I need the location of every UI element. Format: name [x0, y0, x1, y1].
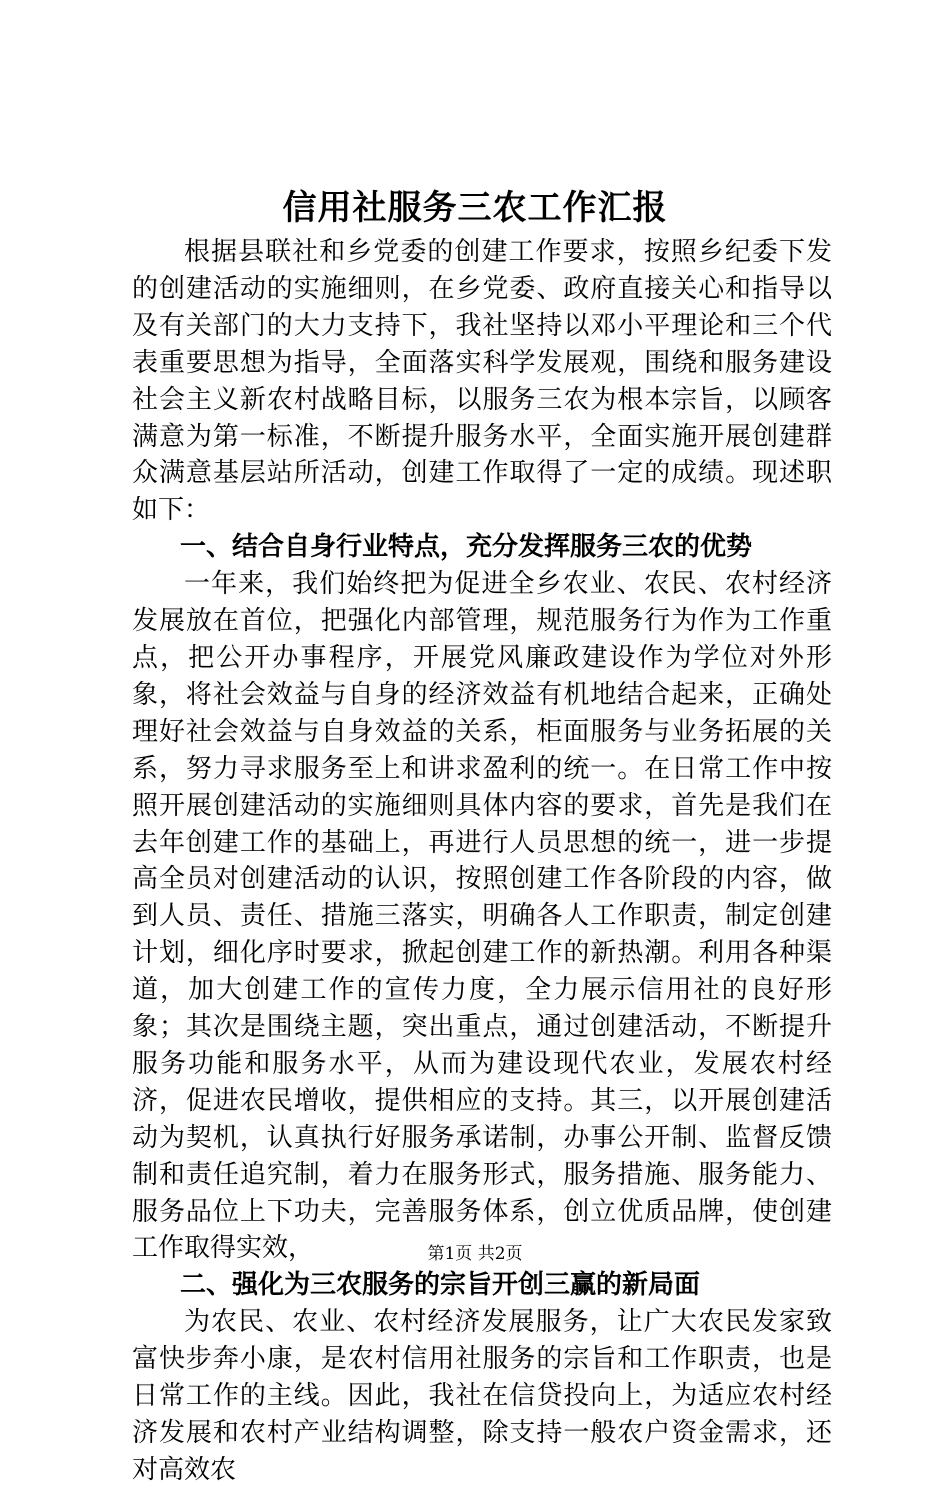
- section-2-paragraph: 为农民、农业、农村经济发展服务，让广大农民发家致富快步奔小康，是农村信用社服务的宗旨和工作职责，也是日常工作的主线。因此，我社在信贷投向上，为适应农村经济发展和农村产业结构调整，除支持一般农户资金需求，还对高效农: [132, 1307, 832, 1485]
- section-heading-1: 一、结合自身行业特点，充分发挥服务三农的优势: [180, 532, 753, 563]
- section-heading-2: 二、强化为三农服务的宗旨开创三赢的新局面: [180, 1270, 701, 1301]
- page-footer: 第1页 共2页: [427, 1244, 523, 1264]
- document-title: 信用社服务三农工作汇报: [282, 188, 668, 228]
- section-1-paragraph: 一年来，我们始终把为促进全乡农业、农民、农村经济发展放在首位，把强化内部管理，规范服务行为作为工作重点，把公开办事程序，开展党风廉政建设作为学位对外形象，将社会效益与自身的经济效益有机地结合起来，正确处理好社会效益与自身效益的关系，柜面服务与业务拓展的关系，努力寻求服务至上和讲求盈利的统一。在日常工作中按照开展创建活动的实施细则具体内容的要求，首先是我们在去年创建工作的基础上，再进行人员思想的统一，进一步提高全员对创建活动的认识，按照创建工作各阶段的内容，做到人员、责任、措施三落实，明确各人工作职责，制定创建计划，细化序时要求，掀起创建工作的新热潮。利用各种渠道，加大创建工作的宣传力度，全力展示信用社的良好形象；其次是围绕主题，突出重点，通过创建活动，不断提升服务功能和服务水平，从而为建设现代农业，发展农村经济，促进农民增收，提供相应的支持。其三，以开展创建活动为契机，认真执行好服务承诺制，办事公开制、监督反馈制和责任追究制，着力在服务形式，服务措施、服务能力、服务品位上下功夫，完善服务体系，创立优质品牌，使创建工作取得实效，: [132, 569, 832, 1264]
- document-body: [132, 234, 832, 1489]
- intro-paragraph: 根据县联社和乡党委的创建工作要求，按照乡纪委下发的创建活动的实施细则，在乡党委、政府直接关心和指导以及有关部门的大力支持下，我社坚持以邓小平理论和三个代表重要思想为指导，全面落实科学发展观，围绕和服务建设社会主义新农村战略目标，以服务三农为根本宗旨，以顾客满意为第一标准，不断提升服务水平，全面实施开展创建群众满意基层站所活动，创建工作取得了一定的成绩。现述职如下：: [132, 237, 832, 526]
